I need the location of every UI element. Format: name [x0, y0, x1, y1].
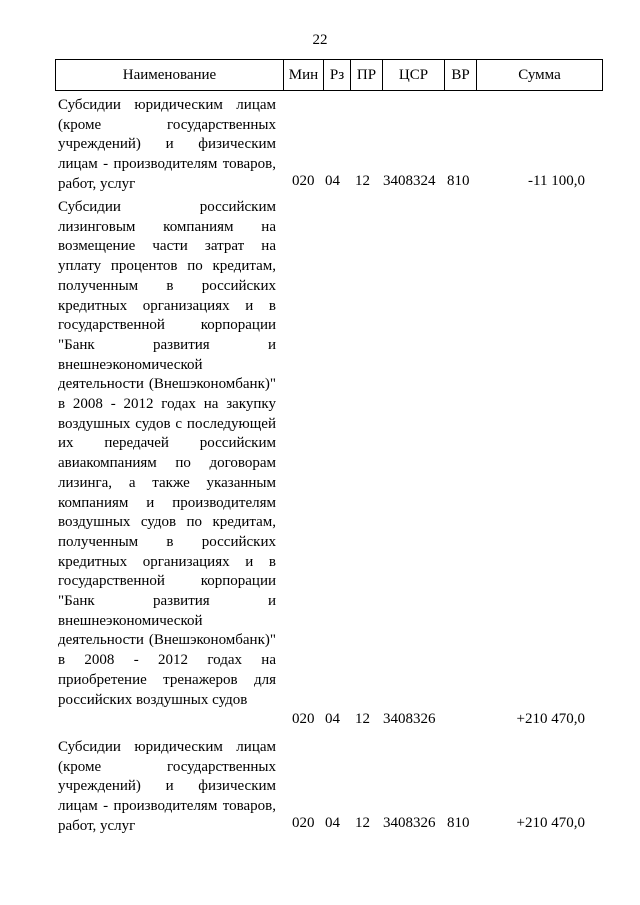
- row-2-csr: 3408326: [383, 711, 436, 727]
- row-2-rz: 04: [325, 711, 340, 727]
- row-1-sum: -11 100,0: [528, 173, 585, 189]
- row-3-sum: +210 470,0: [516, 815, 585, 831]
- header-pr: ПР: [351, 60, 383, 90]
- row-3-values: [0, 815, 640, 835]
- header-rz: Рз: [324, 60, 351, 90]
- row-1-pr: 12: [355, 173, 370, 189]
- row-1-name: Субсидии юридическим лицам (кроме государственных учреждений) и физическим лицам - производителям товаров, работ, услуг: [58, 97, 276, 192]
- row-3-csr: 3408326: [383, 815, 436, 831]
- row-3-rz: 04: [325, 815, 340, 831]
- row-2-min: 020: [292, 711, 315, 727]
- row-2-sum: +210 470,0: [516, 711, 585, 727]
- row-2-name: Субсидии российским лизинговым компаниям на возмещение части затрат на уплату процентов по кредитам, полученным в российских кредитных организациях и в государственной корпорации "Банк развития и внешнеэкономической деятельности (Внешэкономбанк)" в 2008 - 2012 годах на закупку воздушных судов с последующей их передачей российским авиакомпаниям по договорам лизинга, а также указанным компаниям и производителям воздушных судов по кредитам, полученным в российских кредитных организациях и в государственной корпорации "Банк развития и внешнеэкономической деятельности (Внешэкономбанк)" в 2008 - 2012 годах на приобретение тренажеров для российских воздушных судов: [58, 199, 276, 708]
- row-2-pr: 12: [355, 711, 370, 727]
- row-3-pr: 12: [355, 815, 370, 831]
- header-vr: ВР: [445, 60, 477, 90]
- row-3-min: 020: [292, 815, 315, 831]
- row-1-rz: 04: [325, 173, 340, 189]
- row-3-name: Субсидии юридическим лицам (кроме государственных учреждений) и физическим лицам - производителям товаров, работ, услуг: [58, 739, 276, 834]
- page-number: 22: [312, 32, 328, 48]
- row-1-min: 020: [292, 173, 315, 189]
- header-csr: ЦСР: [383, 60, 445, 90]
- row-1-values: [0, 173, 640, 193]
- header-min: Мин: [284, 60, 324, 90]
- table-header: [55, 59, 603, 91]
- row-1-vr: 810: [447, 173, 470, 189]
- row-3-vr: 810: [447, 815, 470, 831]
- header-name: Наименование: [56, 60, 284, 90]
- row-1-csr: 3408324: [383, 173, 436, 189]
- header-sum: Сумма: [518, 66, 561, 83]
- row-2-values: [0, 711, 640, 731]
